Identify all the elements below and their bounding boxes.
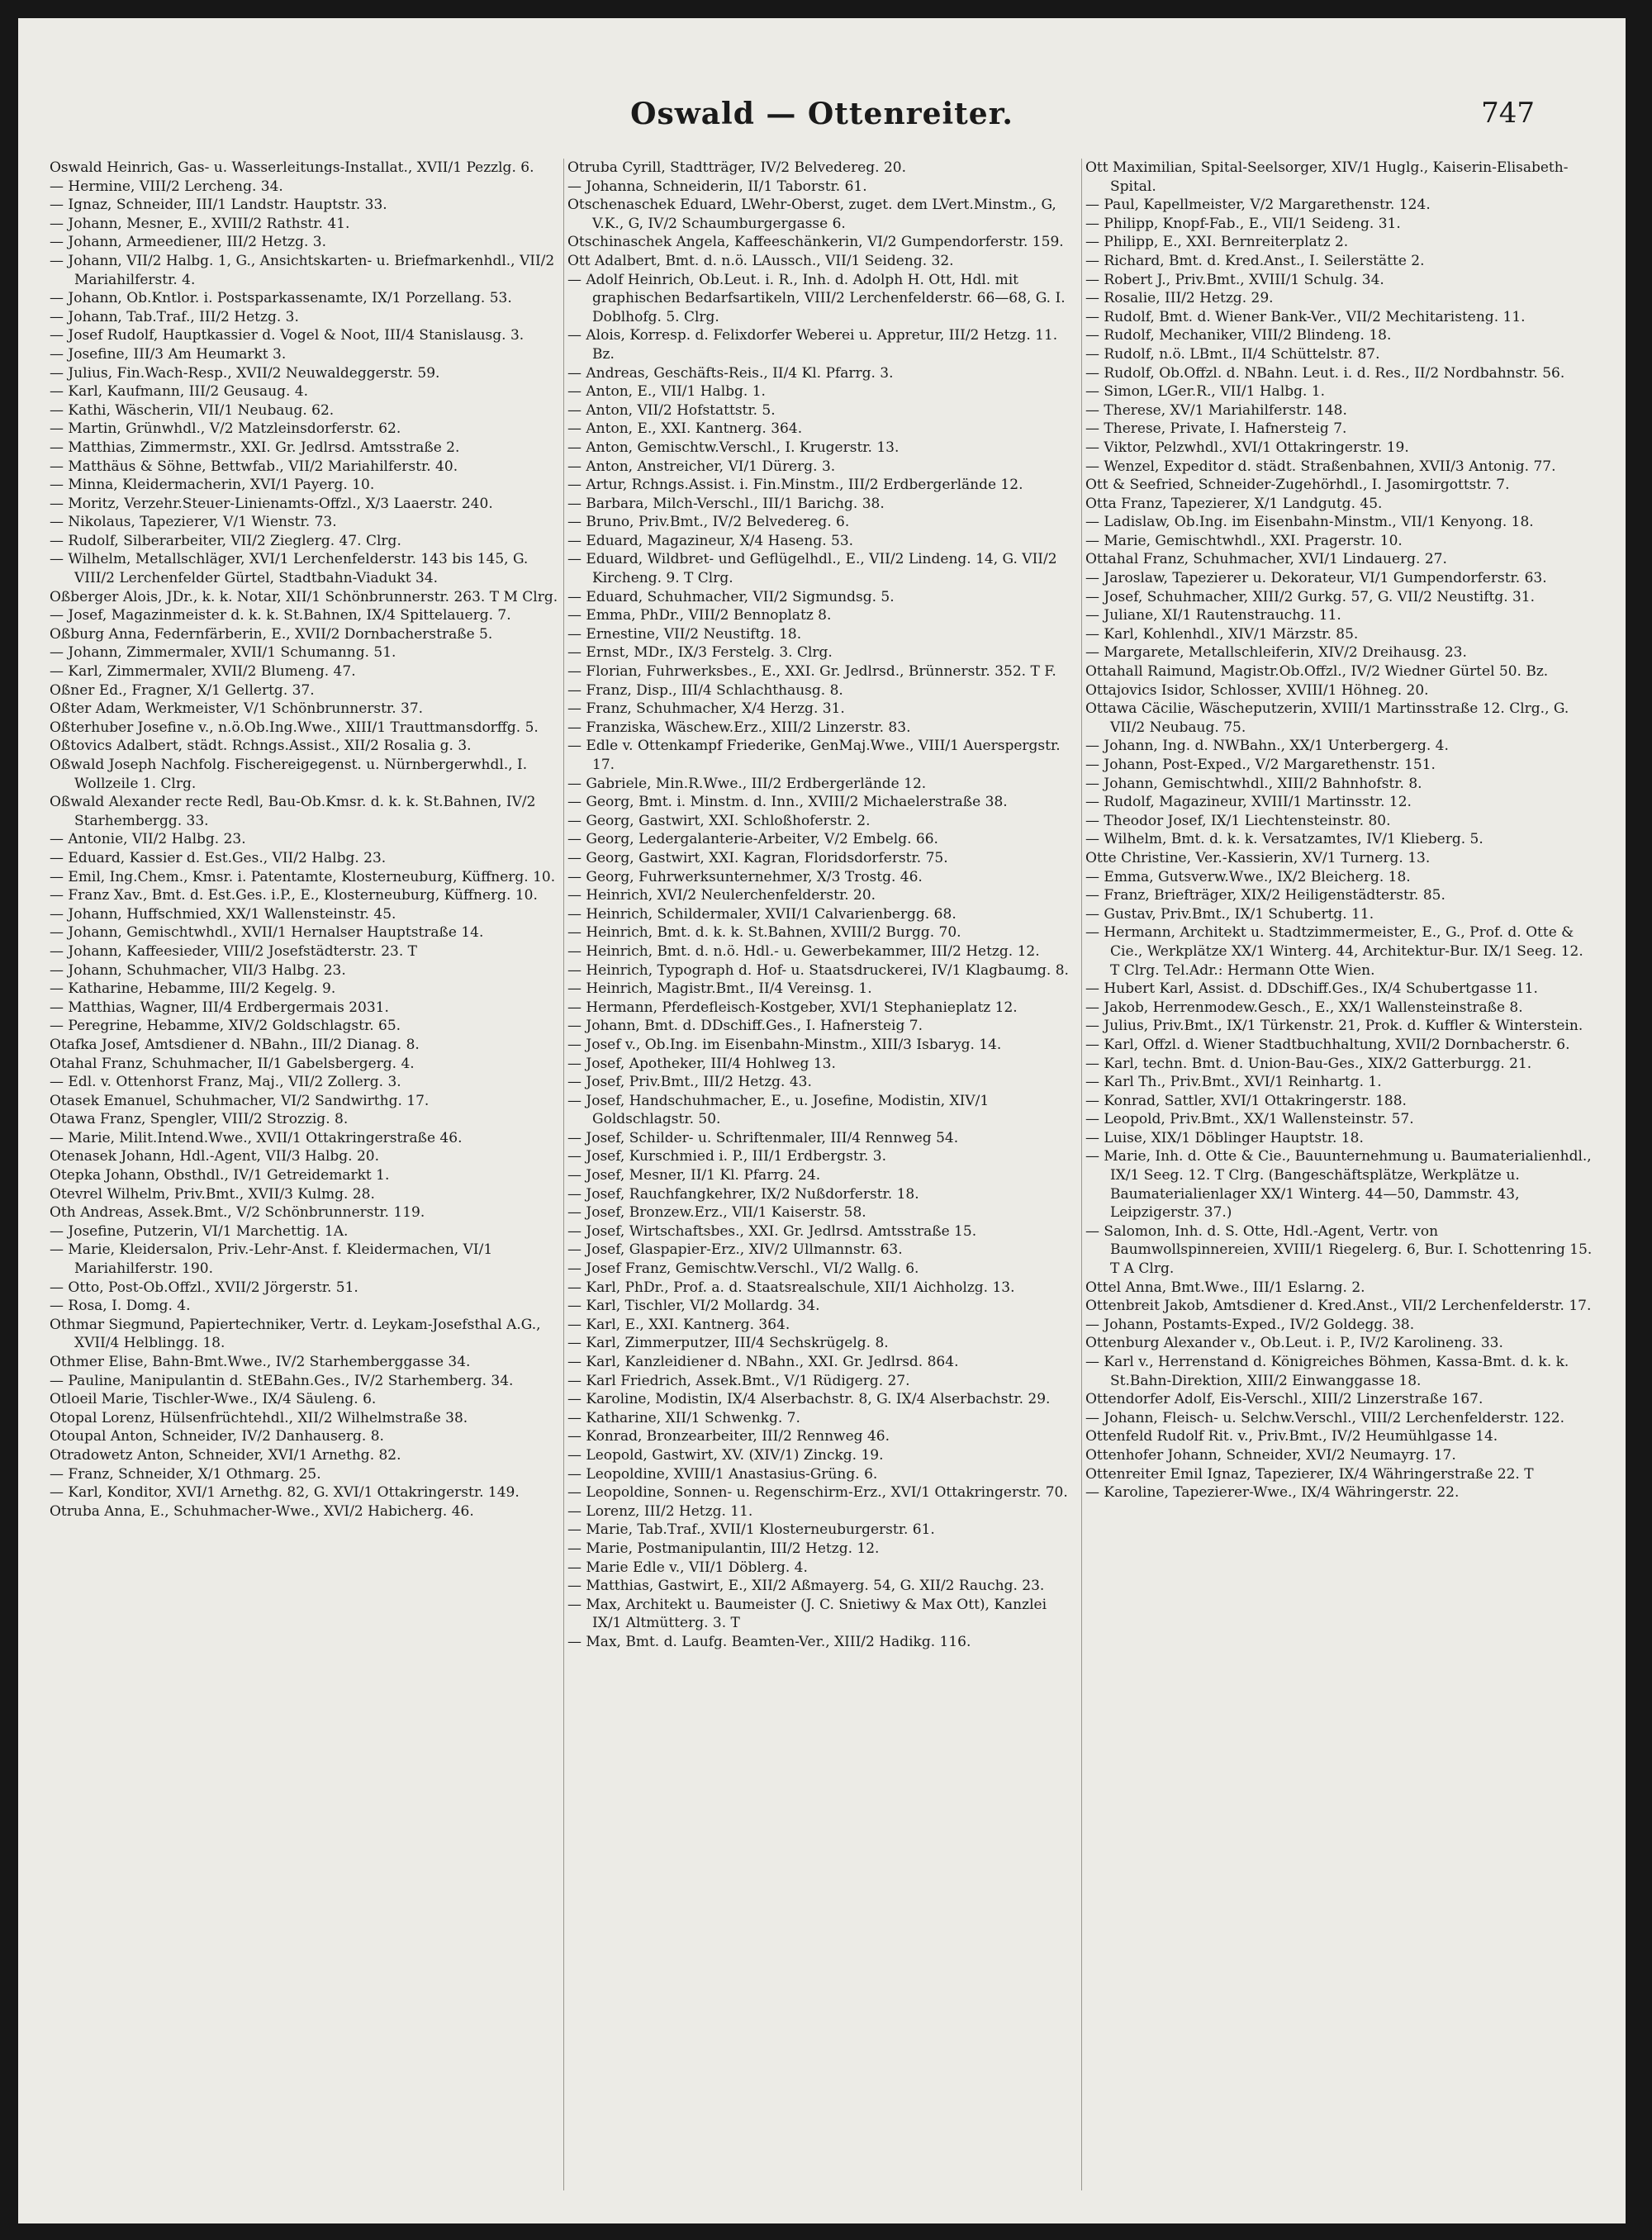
directory-entry: — Andreas, Geschäfts-Reis., II/4 Kl. Pfarrg. 3. [567,364,894,382]
directory-entry: — Franz, Disp., III/4 Schlachthausg. 8. [567,681,843,699]
directory-entry: Oßter Adam, Werkmeister, V/1 Schönbrunnerstr. 37. [50,700,424,718]
directory-entry: Ott & Seefried, Schneider-Zugehörhdl., I. Jasomirgottstr. 7. [1085,477,1510,494]
directory-entry: — Karoline, Tapezierer-Wwe., IX/4 Währingerstr. 22. [1085,1484,1460,1502]
directory-entry: — Karl, Kohlenhdl., XIV/1 Märzstr. 85. [1085,625,1359,643]
directory-entry: — Jakob, Herrenmodew.Gesch., E., XX/1 Wallensteinstraße 8. [1085,999,1523,1016]
directory-entry: — Josef, Schilder- u. Schriftenmaler, III/4 Rennweg 54. [567,1129,959,1146]
directory-entry: — Josef, Kurschmied i. P., III/1 Erdbergstr. 3. [567,1148,886,1165]
directory-entry: Oßwald Joseph Nachfolg. Fischereigegenst. u. Nürnbergerwhdl., I. Wollzeile 1. Clrg. [50,757,528,792]
page-header [18,97,1626,154]
directory-entry: Otoupal Anton, Schneider, IV/2 Danhauserg. 8. [50,1428,384,1445]
directory-entry: — Bruno, Priv.Bmt., IV/2 Belvedereg. 6. [567,514,850,531]
directory-entry: Otevrel Wilhelm, Priv.Bmt., XVII/3 Kulmg. 28. [50,1185,375,1203]
directory-entry: — Marie, Kleidersalon, Priv.-Lehr-Anst. f. Kleidermachen, VI/1 Mariahilferstr. 190. [50,1241,493,1278]
directory-entry: — Karl, Offzl. d. Wiener Stadtbuchhaltung, XVII/2 Dornbacherstr. 6. [1085,1036,1570,1053]
directory-entry: Ottawa Cäcilie, Wäscheputzerin, XVIII/1 Martinsstraße 12. Clrg., G. VII/2 Neubaug. 75. [1085,700,1569,736]
directory-entry: — Max, Architekt u. Baumeister (J. C. Snietiwy & Max Ott), Kanzlei IX/1 Altmütterg. 3. T [567,1596,1047,1632]
directory-entry: — Josef, Glaspapier-Erz., XIV/2 Ullmannstr. 63. [567,1241,903,1259]
directory-entry: — Anton, VII/2 Hofstattstr. 5. [567,401,776,419]
directory-entry: — Matthäus & Söhne, Bettwfab., VII/2 Mariahilferstr. 40. [50,458,458,475]
directory-entry: — Georg, Ledergalanterie-Arbeiter, V/2 Embelg. 66. [567,831,938,848]
directory-entry: — Karl, Konditor, XVI/1 Arnethg. 82, G. XVI/1 Ottakringerstr. 149. [50,1484,520,1502]
directory-entry: — Karl Th., Priv.Bmt., XVI/1 Reinhartg. 1. [1085,1074,1382,1091]
directory-entry: — Johann, Schuhmacher, VII/3 Halbg. 23. [50,961,346,979]
directory-entry: — Julius, Priv.Bmt., IX/1 Türkenstr. 21, Prok. d. Kuffler & Winterstein. [1085,1018,1583,1035]
directory-entry: Oswald Heinrich, Gas- u. Wasserleitungs-Installat., XVII/1 Pezzlg. 6. [50,159,534,176]
directory-entry: Ottahal Franz, Schuhmacher, XVI/1 Lindauerg. 27. [1085,551,1447,568]
directory-entry: — Otto, Post-Ob.Offzl., XVII/2 Jörgerstr. 51. [50,1279,358,1296]
directory-entry: — Salomon, Inh. d. S. Otte, Hdl.-Agent, Vertr. von Baumwollspinnereien, XVIII/1 Riegelerg. 6, Bur. I. Schottenring 15. T A Clrg. [1085,1222,1593,1278]
directory-entry: — Jaroslaw, Tapezierer u. Dekorateur, VI/1 Gumpendorferstr. 63. [1085,570,1547,587]
directory-entry: — Leopoldine, XVIII/1 Anastasius-Grüng. 6. [567,1465,878,1483]
directory-entry: — Johann, VII/2 Halbg. 1, G., Ansichtskarten- u. Briefmarkenhdl., VII/2 Mariahilferstr. 4. [50,252,555,288]
directory-entry: — Juliane, XI/1 Rautenstrauchg. 11. [1085,607,1341,624]
directory-entry: — Josef, Rauchfangkehrer, IX/2 Nußdorferstr. 18. [567,1185,919,1203]
directory-entry: — Johann, Tab.Traf., III/2 Hetzg. 3. [50,308,299,325]
directory-entry: — Josefine, III/3 Am Heumarkt 3. [50,345,287,363]
directory-entry: — Rosalie, III/2 Hetzg. 29. [1085,290,1274,307]
directory-entry: — Anton, Anstreicher, VI/1 Dürerg. 3. [567,458,836,475]
directory-entry: — Marie, Inh. d. Otte & Cie., Bauunternehmung u. Baumaterialienhdl., IX/1 Seeg. 12. T Clrg. (Bangeschäftsplätze, Werkplätze u. Baumaterialienlager XX/1 Winterg. 44—50, Dammstr. 43, Leipzigerstr. 37.) [1085,1148,1592,1222]
directory-entry: Oßwald Alexander recte Redl, Bau-Ob.Kmsr. d. k. k. St.Bahnen, IV/2 Starhembergg. 33. [50,794,536,829]
column-divider [1081,159,1082,2190]
directory-entry: Otschenaschek Eduard, LWehr-Oberst, zuget. dem LVert.Minstm., G, V.K., G, IV/2 Schaumburgergasse 6. [567,197,1056,232]
directory-entry: — Richard, Bmt. d. Kred.Anst., I. Seilerstätte 2. [1085,252,1425,269]
directory-entry: — Karl, Zimmerputzer, III/4 Sechskrügelg. 8. [567,1335,889,1352]
directory-entry: — Johann, Gemischtwhdl., XIII/2 Bahnhofstr. 8. [1085,775,1422,792]
directory-entry: — Philipp, E., XXI. Bernreiterplatz 2. [1085,234,1349,251]
directory-entry: Oßtovics Adalbert, städt. Rchngs.Assist., XII/2 Rosalia g. 3. [50,738,472,755]
directory-entry: — Johann, Postamts-Exped., IV/2 Goldegg. 38. [1085,1316,1415,1333]
directory-entry: — Josef, Schuhmacher, XIII/2 Gurkg. 57, G. VII/2 Neustiftg. 31. [1085,588,1536,605]
directory-entry: — Leopold, Priv.Bmt., XX/1 Wallensteinstr. 57. [1085,1111,1414,1128]
directory-entry: — Josef Franz, Gemischtw.Verschl., VI/2 Wallg. 6. [567,1260,919,1278]
directory-entry: — Edl. v. Ottenhorst Franz, Maj., VII/2 Zollerg. 3. [50,1074,401,1091]
directory-entry: — Eduard, Schuhmacher, VII/2 Sigmundsg. 5. [567,588,895,605]
directory-entry: — Karl, E., XXI. Kantnerg. 364. [567,1316,790,1333]
directory-entry: — Leopoldine, Sonnen- u. Regenschirm-Erz., XVI/1 Ottakringerstr. 70. [567,1484,1068,1502]
directory-entry: — Rudolf, n.ö. LBmt., II/4 Schüttelstr. 87. [1085,345,1380,363]
directory-entry: — Georg, Gastwirt, XXI. Schloßhoferstr. 2. [567,812,871,829]
directory-column-middle [567,159,1077,2190]
directory-entry: — Leopold, Gastwirt, XV. (XIV/1) Zinckg. 19. [567,1446,884,1464]
directory-entry: Otawa Franz, Spengler, VIII/2 Strozzig. 8. [50,1111,349,1128]
directory-entry: — Marie, Gemischtwhdl., XXI. Pragerstr. 10. [1085,532,1403,549]
directory-entry: — Johann, Zimmermaler, XVII/1 Schumanng. 51. [50,644,396,662]
directory-entry: — Johanna, Schneiderin, II/1 Taborstr. 61. [567,178,867,195]
directory-entry: — Rosa, I. Domg. 4. [50,1298,191,1315]
directory-entry: Otschinaschek Angela, Kaffeeschänkerin, VI/2 Gumpendorferstr. 159. [567,234,1064,251]
directory-entry: — Max, Bmt. d. Laufg. Beamten-Ver., XIII/2 Hadikg. 116. [567,1633,971,1650]
directory-entry: Otenasek Johann, Hdl.-Agent, VII/3 Halbg. 20. [50,1148,380,1165]
directory-entry: Ottenhofer Johann, Schneider, XVI/2 Neumayrg. 17. [1085,1446,1456,1464]
directory-entry: — Artur, Rchngs.Assist. i. Fin.Minstm., III/2 Erdbergerlände 12. [567,477,1023,494]
directory-entry: — Rudolf, Magazineur, XVIII/1 Martinsstr. 12. [1085,794,1412,811]
directory-entry: — Lorenz, III/2 Hetzg. 11. [567,1502,753,1520]
directory-entry: — Antonie, VII/2 Halbg. 23. [50,831,246,848]
directory-entry: — Anton, E., XXI. Kantnerg. 364. [567,420,803,438]
directory-entry: — Pauline, Manipulantin d. StEBahn.Ges., IV/2 Starhemberg. 34. [50,1372,514,1389]
directory-entry: — Franz Xav., Bmt. d. Est.Ges. i.P., E., Klosterneuburg, Küffnerg. 10. [50,887,538,904]
directory-entry: — Hermann, Architekt u. Stadtzimmermeister, E., G., Prof. d. Otte & Cie., Werkplätze XX/1 Winterg. 44, Architektur-Bur. IX/1 Seeg. 12. T Clrg. Tel.Adr.: Hermann Otte Wien. [1085,924,1583,979]
directory-entry: — Rudolf, Silberarbeiter, VII/2 Zieglerg. 47. Clrg. [50,532,401,549]
directory-entry: — Anton, Gemischtw.Verschl., I. Krugerstr. 13. [567,439,900,456]
directory-entry: — Simon, LGer.R., VII/1 Halbg. 1. [1085,383,1326,401]
directory-entry: Otloeil Marie, Tischler-Wwe., IX/4 Säuleng. 6. [50,1391,377,1408]
directory-entry: Otahal Franz, Schuhmacher, II/1 Gabelsbergerg. 4. [50,1055,415,1072]
directory-entry: — Josef Rudolf, Hauptkassier d. Vogel & Noot, III/4 Stanislausg. 3. [50,327,525,344]
directory-entry: Othmar Siegmund, Papiertechniker, Vertr. d. Leykam-Josefsthal A.G., XVII/4 Helblingg. 18. [50,1316,541,1352]
directory-entry: — Josef, Magazinmeister d. k. k. St.Bahnen, IX/4 Spittelauerg. 7. [50,607,511,624]
directory-entry: — Josef, Wirtschaftsbes., XXI. Gr. Jedlrsd. Amtsstraße 15. [567,1222,977,1240]
directory-entry: — Johann, Gemischtwhdl., XVII/1 Hernalser Hauptstraße 14. [50,924,484,942]
directory-entry: — Heinrich, Magistr.Bmt., II/4 Vereinsg. 1. [567,980,872,998]
directory-entry: — Karl, Tischler, VI/2 Mollardg. 34. [567,1298,820,1315]
directory-entry: — Barbara, Milch-Verschl., III/1 Barichg. 38. [567,495,885,512]
directory-entry: Ott Maximilian, Spital-Seelsorger, XIV/1 Huglg., Kaiserin-Elisabeth-Spital. [1085,159,1569,195]
directory-entry: — Gustav, Priv.Bmt., IX/1 Schubertg. 11. [1085,905,1374,923]
directory-entry: — Johann, Mesner, E., XVIII/2 Rathstr. 41. [50,215,350,232]
directory-entry: — Hermann, Pferdefleisch-Kostgeber, XVI/1 Stephanieplatz 12. [567,999,1018,1016]
directory-entry: — Rudolf, Ob.Offzl. d. NBahn. Leut. i. d. Res., II/2 Nordbahnstr. 56. [1085,364,1565,382]
directory-entry: Otta Franz, Tapezierer, X/1 Landgutg. 45. [1085,495,1383,512]
directory-entry: — Franziska, Wäschew.Erz., XIII/2 Linzerstr. 83. [567,719,911,736]
directory-entry: — Florian, Fuhrwerksbes., E., XXI. Gr. Jedlrsd., Brünnerstr. 352. T F. [567,663,1056,681]
directory-entry: — Alois, Korresp. d. Felixdorfer Weberei u. Appretur, III/2 Hetzg. 11. Bz. [567,327,1058,363]
directory-entry: — Georg, Bmt. i. Minstm. d. Inn., XVIII/2 Michaelerstraße 38. [567,794,1008,811]
directory-entry: — Gabriele, Min.R.Wwe., III/2 Erdbergerlände 12. [567,775,927,792]
directory-entry: — Konrad, Bronzearbeiter, III/2 Rennweg 46. [567,1428,890,1445]
directory-entry: — Kathi, Wäscherin, VII/1 Neubaug. 62. [50,401,335,419]
directory-entry: — Ernestine, VII/2 Neustiftg. 18. [567,625,802,643]
directory-entry: — Katharine, XII/1 Schwenkg. 7. [567,1409,800,1426]
directory-entry: — Johann, Bmt. d. DDschiff.Ges., I. Hafnersteig 7. [567,1018,923,1035]
directory-entry: — Heinrich, Bmt. d. k. k. St.Bahnen, XVIII/2 Burgg. 70. [567,924,961,942]
directory-entry: Otruba Cyrill, Stadtträger, IV/2 Belvedereg. 20. [567,159,907,176]
directory-entry: — Karl, techn. Bmt. d. Union-Bau-Ges., XIX/2 Gatterburgg. 21. [1085,1055,1532,1072]
directory-entry: — Josef, Mesner, II/1 Kl. Pfarrg. 24. [567,1167,821,1184]
directory-entry: — Eduard, Wildbret- und Geflügelhdl., E., VII/2 Lindeng. 14, G. VII/2 Kircheng. 9. T Clrg. [567,551,1057,587]
directory-entry: — Margarete, Metallschleiferin, XIV/2 Dreihausg. 23. [1085,644,1467,662]
directory-entry: — Johann, Kaffeesieder, VIII/2 Josefstädterstr. 23. T [50,942,417,960]
directory-entry: Othmer Elise, Bahn-Bmt.Wwe., IV/2 Starhemberggasse 34. [50,1354,471,1370]
directory-entry: — Moritz, Verzehr.Steuer-Linienamts-Offzl., X/3 Laaerstr. 240. [50,495,493,512]
directory-entry: — Matthias, Gastwirt, E., XII/2 Aßmayerg. 54, G. XII/2 Rauchg. 23. [567,1578,1045,1595]
directory-entry: — Viktor, Pelzwhdl., XVI/1 Ottakringerstr. 19. [1085,439,1409,456]
directory-entry: — Martin, Grünwhdl., V/2 Matzleinsdorferstr. 62. [50,420,401,438]
directory-entry: — Hubert Karl, Assist. d. DDschiff.Ges., IX/4 Schubertgasse 11. [1085,980,1538,998]
directory-entry: — Emil, Ing.Chem., Kmsr. i. Patentamte, Klosterneuburg, Küffnerg. 10. [50,868,556,885]
directory-entry: — Josef v., Ob.Ing. im Eisenbahn-Minstm., XIII/3 Isbaryg. 14. [567,1036,1002,1053]
directory-entry: — Johann, Post-Exped., V/2 Margarethenstr. 151. [1085,757,1436,773]
directory-entry: Oßner Ed., Fragner, X/1 Gellertg. 37. [50,681,315,699]
directory-entry: Otruba Anna, E., Schuhmacher-Wwe., XVI/2 Habicherg. 46. [50,1502,474,1520]
directory-entry: — Eduard, Magazineur, X/4 Haseng. 53. [567,532,854,549]
directory-entry: — Karoline, Modistin, IX/4 Alserbachstr. 8, G. IX/4 Alserbachstr. 29. [567,1391,1051,1408]
directory-entry: — Marie Edle v., VII/1 Döblerg. 4. [567,1559,808,1576]
directory-entry: — Matthias, Zimmermstr., XXI. Gr. Jedlrsd. Amtsstraße 2. [50,439,460,456]
directory-entry: Ottendorfer Adolf, Eis-Verschl., XIII/2 Linzerstraße 167. [1085,1391,1483,1408]
directory-entry: — Wenzel, Expeditor d. städt. Straßenbahnen, XVII/3 Antonig. 77. [1085,458,1556,475]
directory-entry: — Johann, Huffschmied, XX/1 Wallensteinstr. 45. [50,905,396,923]
directory-entry: — Peregrine, Hebamme, XIV/2 Goldschlagstr. 65. [50,1018,401,1035]
directory-entry: — Ignaz, Schneider, III/1 Landstr. Hauptstr. 33. [50,197,387,214]
directory-entry: — Katharine, Hebamme, III/2 Kegelg. 9. [50,980,336,998]
directory-entry: — Therese, Private, I. Hafnersteig 7. [1085,420,1347,438]
directory-entry: — Anton, E., VII/1 Halbg. 1. [567,383,766,401]
directory-entry: Oßberger Alois, JDr., k. k. Notar, XII/1 Schönbrunnerstr. 263. T M Clrg. [50,588,558,605]
directory-entry: — Julius, Fin.Wach-Resp., XVII/2 Neuwaldeggerstr. 59. [50,364,440,382]
directory-entry: — Emma, PhDr., VIII/2 Bennoplatz 8. [567,607,832,624]
directory-entry: — Rudolf, Bmt. d. Wiener Bank-Ver., VII/2 Mechitaristeng. 11. [1085,308,1526,325]
directory-entry: — Konrad, Sattler, XVI/1 Ottakringerstr. 188. [1085,1092,1407,1109]
directory-entry: Oth Andreas, Assek.Bmt., V/2 Schönbrunnerstr. 119. [50,1204,425,1222]
running-title: Oswald — Ottenreiter. [630,97,1014,131]
directory-entry: — Robert J., Priv.Bmt., XVIII/1 Schulg. 34. [1085,271,1384,288]
directory-entry: — Adolf Heinrich, Ob.Leut. i. R., Inh. d. Adolph H. Ott, Hdl. mit graphischen Bedarfsartikeln, VIII/2 Lerchenfelderstr. 66—68, G. I. Doblhofg. 5. Clrg. [567,271,1066,325]
directory-entry: — Josefine, Putzerin, VI/1 Marchettig. 1A. [50,1222,349,1240]
directory-entry: — Johann, Armeediener, III/2 Hetzg. 3. [50,234,327,251]
page-number: 747 [1481,97,1535,130]
directory-entry: — Heinrich, XVI/2 Neulerchenfelderstr. 20. [567,887,876,904]
directory-entry: — Heinrich, Bmt. d. n.ö. Hdl.- u. Gewerbekammer, III/2 Hetzg. 12. [567,942,1040,960]
directory-entry: — Emma, Gutsverw.Wwe., IX/2 Bleicherg. 18. [1085,868,1411,885]
directory-entry: — Josef, Bronzew.Erz., VII/1 Kaiserstr. 58. [567,1204,866,1222]
directory-entry: — Josef, Apotheker, III/4 Hohlweg 13. [567,1055,836,1072]
directory-entry: — Franz, Briefträger, XIX/2 Heiligenstädterstr. 85. [1085,887,1446,904]
directory-entry: — Nikolaus, Tapezierer, V/1 Wienstr. 73. [50,514,337,531]
directory-entry: Ottenbreit Jakob, Amtsdiener d. Kred.Anst., VII/2 Lerchenfelderstr. 17. [1085,1298,1592,1315]
directory-entry: — Karl, PhDr., Prof. a. d. Staatsrealschule, XII/1 Aichholzg. 13. [567,1279,1015,1296]
directory-entry: Otte Christine, Ver.-Kassierin, XV/1 Turnerg. 13. [1085,849,1431,866]
directory-entry: — Karl Friedrich, Assek.Bmt., V/1 Rüdigerg. 27. [567,1372,910,1389]
directory-entry: — Edle v. Ottenkampf Friederike, GenMaj.Wwe., VIII/1 Auerspergstr. 17. [567,738,1061,773]
directory-entry: — Matthias, Wagner, III/4 Erdbergermais 2031. [50,999,389,1016]
directory-entry: — Franz, Schuhmacher, X/4 Herzg. 31. [567,700,845,718]
directory-entry: Otafka Josef, Amtsdiener d. NBahn., III/2 Dianag. 8. [50,1036,420,1053]
directory-column-right [1085,159,1595,2190]
directory-entry: Ottajovics Isidor, Schlosser, XVIII/1 Höhneg. 20. [1085,681,1429,699]
directory-entry: — Ernst, MDr., IX/3 Ferstelg. 3. Clrg. [567,644,833,662]
directory-entry: — Minna, Kleidermacherin, XVI/1 Payerg. 10. [50,477,375,494]
directory-entry: Ottenreiter Emil Ignaz, Tapezierer, IX/4 Währingerstraße 22. T [1085,1465,1534,1483]
directory-entry: — Eduard, Kassier d. Est.Ges., VII/2 Halbg. 23. [50,849,387,866]
directory-entry: — Josef, Handschuhmacher, E., u. Josefine, Modistin, XIV/1 Goldschlagstr. 50. [567,1092,990,1128]
directory-entry: Oßterhuber Josefine v., n.ö.Ob.Ing.Wwe., XIII/1 Trauttmansdorffg. 5. [50,719,539,736]
directory-entry: — Therese, XV/1 Mariahilferstr. 148. [1085,401,1347,419]
directory-entry: — Heinrich, Typograph d. Hof- u. Staatsdruckerei, IV/1 Klagbaumg. 8. [567,961,1069,979]
directory-entry: — Philipp, Knopf-Fab., E., VII/1 Seideng. 31. [1085,215,1401,232]
column-divider [563,159,564,2190]
directory-entry: Otasek Emanuel, Schuhmacher, VI/2 Sandwirthg. 17. [50,1092,430,1109]
directory-entry: — Marie, Tab.Traf., XVII/1 Klosterneuburgerstr. 61. [567,1521,935,1539]
directory-entry: Otopal Lorenz, Hülsenfrüchtehdl., XII/2 Wilhelmstraße 38. [50,1409,468,1426]
directory-entry: — Josef, Priv.Bmt., III/2 Hetzg. 43. [567,1074,812,1091]
directory-entry: — Georg, Fuhrwerksunternehmer, X/3 Trostg. 46. [567,868,923,885]
directory-entry: Ott Adalbert, Bmt. d. n.ö. LAussch., VII/1 Seideng. 32. [567,252,954,269]
directory-entry: — Rudolf, Mechaniker, VIII/2 Blindeng. 18. [1085,327,1392,344]
directory-entry: — Marie, Postmanipulantin, III/2 Hetzg. 12. [567,1540,880,1557]
directory-entry: Ottahall Raimund, Magistr.Ob.Offzl., IV/2 Wiedner Gürtel 50. Bz. [1085,663,1549,681]
directory-entry: — Franz, Schneider, X/1 Othmarg. 25. [50,1465,321,1483]
directory-entry: — Paul, Kapellmeister, V/2 Margarethenstr. 124. [1085,197,1431,214]
directory-entry: — Heinrich, Schildermaler, XVII/1 Calvarienbergg. 68. [567,905,957,923]
directory-entry: Ottenburg Alexander v., Ob.Leut. i. P., IV/2 Karolineng. 33. [1085,1335,1503,1352]
directory-entry: — Johann, Fleisch- u. Selchw.Verschl., VIII/2 Lerchenfelderstr. 122. [1085,1409,1565,1426]
directory-entry: — Ladislaw, Ob.Ing. im Eisenbahn-Minstm., VII/1 Kenyong. 18. [1085,514,1534,531]
directory-entry: — Hermine, VIII/2 Lercheng. 34. [50,178,283,195]
directory-entry: — Karl, Kanzleidiener d. NBahn., XXI. Gr. Jedlrsd. 864. [567,1354,959,1370]
directory-entry: — Karl v., Herrenstand d. Königreiches Böhmen, Kassa-Bmt. d. k. k. St.Bahn-Direktion, XIII/2 Einwanggasse 18. [1085,1354,1569,1389]
directory-entry: Otepka Johann, Obsthdl., IV/1 Getreidemarkt 1. [50,1167,390,1184]
directory-entry: — Georg, Gastwirt, XXI. Kagran, Floridsdorferstr. 75. [567,849,948,866]
directory-entry: Oßburg Anna, Federnfärberin, E., XVII/2 Dornbacherstraße 5. [50,625,493,643]
directory-entry: — Wilhelm, Metallschläger, XVI/1 Lerchenfelderstr. 143 bis 145, G. VIII/2 Lerchenfelder Gürtel, Stadtbahn-Viadukt 34. [50,551,529,587]
directory-entry: — Theodor Josef, IX/1 Liechtensteinstr. 80. [1085,812,1391,829]
directory-entry: — Karl, Kaufmann, III/2 Geusaug. 4. [50,383,309,401]
directory-entry: — Johann, Ob.Kntlor. i. Postsparkassenamte, IX/1 Porzellang. 53. [50,290,512,307]
directory-entry: Ottenfeld Rudolf Rit. v., Priv.Bmt., IV/2 Heumühlgasse 14. [1085,1428,1498,1445]
directory-page [18,18,1626,2223]
directory-entry: — Wilhelm, Bmt. d. k. k. Versatzamtes, IV/1 Klieberg. 5. [1085,831,1483,848]
directory-entry: Otradowetz Anton, Schneider, XVI/1 Arnethg. 82. [50,1446,401,1464]
directory-entry: — Karl, Zimmermaler, XVII/2 Blumeng. 47. [50,663,356,681]
directory-entry: — Marie, Milit.Intend.Wwe., XVII/1 Ottakringerstraße 46. [50,1129,463,1146]
directory-entry: — Luise, XIX/1 Döblinger Hauptstr. 18. [1085,1129,1364,1146]
directory-column-left [50,159,559,2190]
directory-entry: Ottel Anna, Bmt.Wwe., III/1 Eslarng. 2. [1085,1279,1365,1296]
directory-entry: — Johann, Ing. d. NWBahn., XX/1 Unterbergerg. 4. [1085,738,1449,755]
